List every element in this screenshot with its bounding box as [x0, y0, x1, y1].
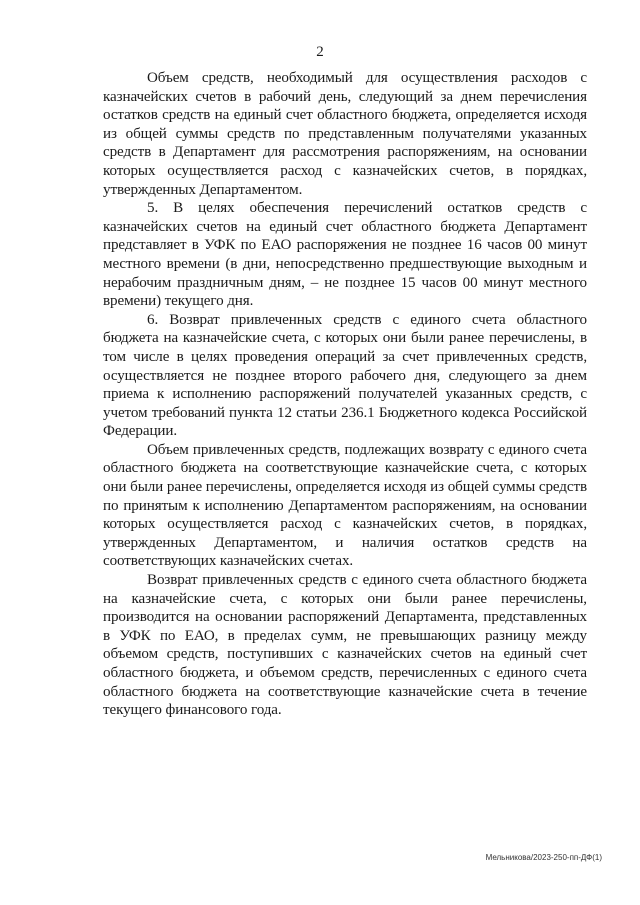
paragraph: Возврат привлеченных средств с единого счета областного бюджета на казначейские счета, с которых они были ранее перечислены, производится на основании распоряжений Департамента, представленных в УФК по ЕАО, в пределах сумм, не превышающих разницу между объемом средств, поступивших с казначейских счетов на единый счет областного бюджета, и объемом средств, перечисленных с единого счета областного бюджета на соответствующие казначейские счета в течение текущего финансового года.	[103, 572, 587, 719]
paragraph: 5. В целях обеспечения перечислений остатков средств с казначейских счетов на единый счет областного бюджета Департамент представляет в УФК по ЕАО распоряжения не позднее 16 часов 00 минут местного времени (в дни, непосредственно предшествующие выходным и нерабочим праздничным дням, – не позднее 15 часов 00 минут местного времени) текущего дня.	[103, 200, 587, 310]
document-body	[103, 69, 587, 720]
page-number: 2	[316, 44, 324, 60]
footer-document-reference: Мельникова/2023-250-пп-ДФ(1)	[485, 853, 602, 862]
paragraph: Объем средств, необходимый для осуществления расходов с казначейских счетов в рабочий день, следующий за днем перечисления остатков средств на единый счет областного бюджета, определяется исходя из общей суммы средств по представленным получателями указанных средств в Департамент для рассмотрения распоряжениям, на основании которых осуществляется расход с казначейских счетов, в порядках, утвержденных Департаментом.	[103, 70, 587, 198]
paragraph: 6. Возврат привлеченных средств с единого счета областного бюджета на казначейские счета, с которых они были ранее перечислены, в том числе в целях проведения операций за счет привлеченных средств, осуществляется не позднее второго рабочего дня, следующего за днем приема к исполнению распоряжений получателей указанных средств, с учетом требований пункта 12 статьи 236.1 Бюджетного кодекса Российской Федерации.	[103, 311, 587, 440]
paragraph: Объем привлеченных средств, подлежащих возврату с единого счета областного бюджета на соответствующие казначейские счета, с которых они были ранее перечислены, определяется исходя из общей суммы средств по принятым к исполнению Департаментом распоряжениям, на основании которых осуществляется расход с казначейских счетов, в порядках, утвержденных Департаментом, и наличия остатков средств на соответствующих казначейских счетах.	[103, 441, 587, 570]
